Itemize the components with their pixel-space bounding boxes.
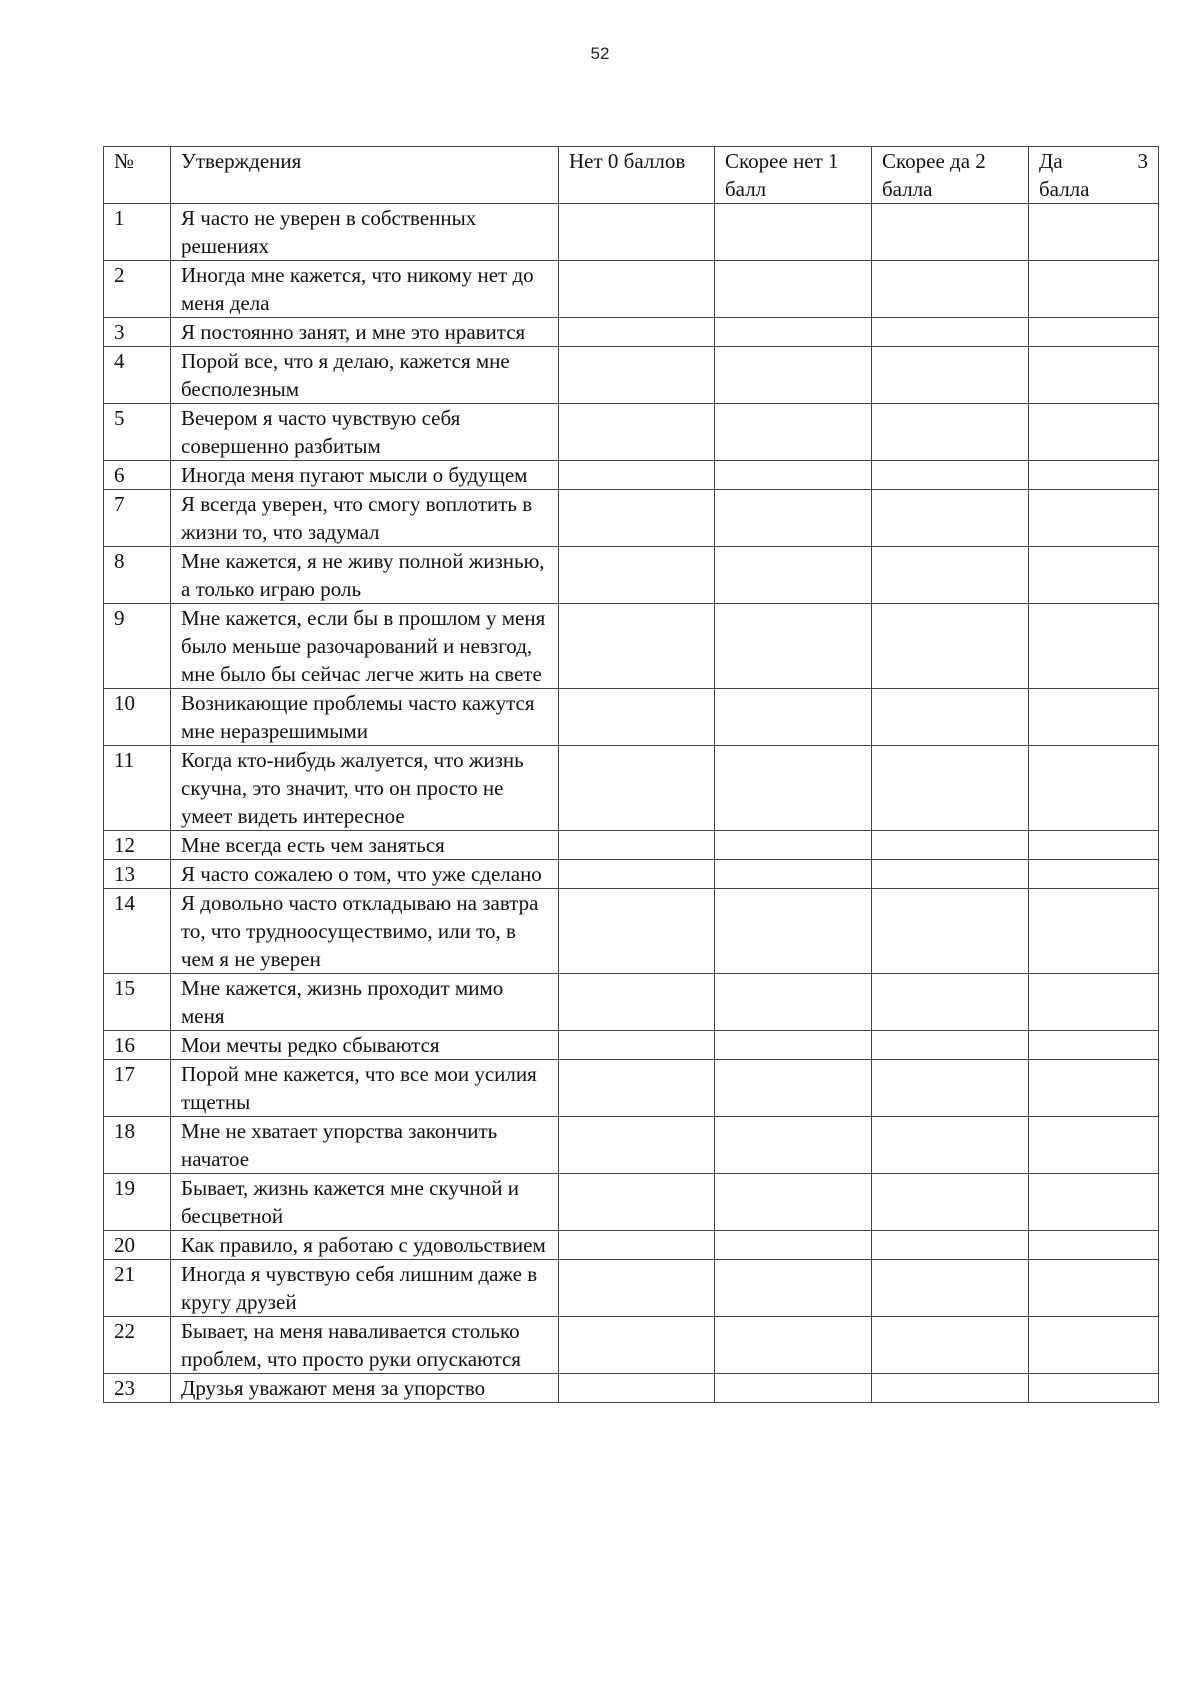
answer-cell-no[interactable] xyxy=(559,490,715,547)
statement-text: Иногда мне кажется, что никому нет до меня дела xyxy=(171,261,559,318)
statement-text: Я довольно часто откладываю на завтра то, что трудноосуществимо, или то, в чем я не уверен xyxy=(171,889,559,974)
answer-cell-rather-no[interactable] xyxy=(715,318,872,347)
answer-cell-rather-no[interactable] xyxy=(715,1317,872,1374)
statement-text: Возникающие проблемы часто кажутся мне неразрешимыми xyxy=(171,689,559,746)
answer-cell-yes[interactable] xyxy=(1029,974,1159,1031)
answer-cell-yes[interactable] xyxy=(1029,461,1159,490)
answer-cell-no[interactable] xyxy=(559,461,715,490)
answer-cell-yes[interactable] xyxy=(1029,1374,1159,1403)
row-number: 13 xyxy=(104,860,171,889)
header-yes-score: 3 xyxy=(1137,149,1148,173)
header-yes-3-points xyxy=(1029,147,1159,204)
table-row xyxy=(104,746,1159,831)
answer-cell-rather-no[interactable] xyxy=(715,889,872,974)
answer-cell-no[interactable] xyxy=(559,204,715,261)
table-row xyxy=(104,860,1159,889)
statement-text: Как правило, я работаю с удовольствием xyxy=(171,1231,559,1260)
answer-cell-no[interactable] xyxy=(559,318,715,347)
answer-cell-rather-yes[interactable] xyxy=(872,204,1029,261)
row-number: 14 xyxy=(104,889,171,974)
statement-text: Порой мне кажется, что все мои усилия тщетны xyxy=(171,1060,559,1117)
answer-cell-no[interactable] xyxy=(559,831,715,860)
answer-cell-rather-no[interactable] xyxy=(715,974,872,1031)
table-row xyxy=(104,1260,1159,1317)
row-number: 21 xyxy=(104,1260,171,1317)
answer-cell-no[interactable] xyxy=(559,547,715,604)
table-row xyxy=(104,831,1159,860)
table-row xyxy=(104,490,1159,547)
answer-cell-rather-yes[interactable] xyxy=(872,1060,1029,1117)
table-row xyxy=(104,974,1159,1031)
answer-cell-no[interactable] xyxy=(559,261,715,318)
answer-cell-rather-no[interactable] xyxy=(715,1060,872,1117)
answer-cell-yes[interactable] xyxy=(1029,261,1159,318)
row-number: 1 xyxy=(104,204,171,261)
answer-cell-yes[interactable] xyxy=(1029,1031,1159,1060)
statement-text: Мне кажется, если бы в прошлом у меня было меньше разочарований и невзгод, мне было бы сейчас легче жить на свете xyxy=(171,604,559,689)
page-number: 52 xyxy=(590,44,610,63)
row-number: 4 xyxy=(104,347,171,404)
row-number: 9 xyxy=(104,604,171,689)
answer-cell-no[interactable] xyxy=(559,1060,715,1117)
answer-cell-rather-no[interactable] xyxy=(715,689,872,746)
statement-text: Мои мечты редко сбываются xyxy=(171,1031,559,1060)
answer-cell-yes[interactable] xyxy=(1029,490,1159,547)
statement-text: Мне кажется, я не живу полной жизнью, а только играю роль xyxy=(171,547,559,604)
answer-cell-no[interactable] xyxy=(559,1317,715,1374)
table-row xyxy=(104,1031,1159,1060)
answer-cell-rather-yes[interactable] xyxy=(872,604,1029,689)
answer-cell-rather-yes[interactable] xyxy=(872,490,1029,547)
answer-cell-yes[interactable] xyxy=(1029,1317,1159,1374)
row-number: 18 xyxy=(104,1117,171,1174)
answer-cell-yes[interactable] xyxy=(1029,204,1159,261)
row-number: 23 xyxy=(104,1374,171,1403)
answer-cell-rather-no[interactable] xyxy=(715,860,872,889)
answer-cell-rather-yes[interactable] xyxy=(872,318,1029,347)
row-number: 5 xyxy=(104,404,171,461)
answer-cell-rather-no[interactable] xyxy=(715,746,872,831)
table-row xyxy=(104,1231,1159,1260)
answer-cell-rather-no[interactable] xyxy=(715,204,872,261)
row-number: 16 xyxy=(104,1031,171,1060)
table-row xyxy=(104,1374,1159,1403)
table-row xyxy=(104,1174,1159,1231)
table-row xyxy=(104,604,1159,689)
answer-cell-rather-yes[interactable] xyxy=(872,1317,1029,1374)
table-row xyxy=(104,404,1159,461)
answer-cell-yes[interactable] xyxy=(1029,1231,1159,1260)
row-number: 20 xyxy=(104,1231,171,1260)
answer-cell-no[interactable] xyxy=(559,347,715,404)
table-row xyxy=(104,347,1159,404)
row-number: 6 xyxy=(104,461,171,490)
answer-cell-no[interactable] xyxy=(559,404,715,461)
row-number: 11 xyxy=(104,746,171,831)
row-number: 19 xyxy=(104,1174,171,1231)
row-number: 17 xyxy=(104,1060,171,1117)
answer-cell-rather-no[interactable] xyxy=(715,1117,872,1174)
answer-cell-no[interactable] xyxy=(559,689,715,746)
row-number: 22 xyxy=(104,1317,171,1374)
answer-cell-rather-yes[interactable] xyxy=(872,261,1029,318)
statement-text: Мне всегда есть чем заняться xyxy=(171,831,559,860)
statement-text: Мне не хватает упорства закончить начатое xyxy=(171,1117,559,1174)
statement-text: Бывает, жизнь кажется мне скучной и бесцветной xyxy=(171,1174,559,1231)
table-row xyxy=(104,204,1159,261)
answer-cell-no[interactable] xyxy=(559,1117,715,1174)
questionnaire-table xyxy=(103,146,1159,1403)
answer-cell-yes[interactable] xyxy=(1029,746,1159,831)
answer-cell-rather-yes[interactable] xyxy=(872,347,1029,404)
answer-cell-no[interactable] xyxy=(559,1231,715,1260)
table-body xyxy=(104,204,1159,1403)
answer-cell-rather-yes[interactable] xyxy=(872,889,1029,974)
answer-cell-yes[interactable] xyxy=(1029,1060,1159,1117)
table-row xyxy=(104,547,1159,604)
answer-cell-yes[interactable] xyxy=(1029,404,1159,461)
answer-cell-rather-yes[interactable] xyxy=(872,831,1029,860)
answer-cell-rather-no[interactable] xyxy=(715,490,872,547)
answer-cell-rather-yes[interactable] xyxy=(872,689,1029,746)
table-row xyxy=(104,1317,1159,1374)
header-number: № xyxy=(104,147,171,204)
answer-cell-rather-no[interactable] xyxy=(715,1260,872,1317)
answer-cell-rather-yes[interactable] xyxy=(872,404,1029,461)
table-row xyxy=(104,889,1159,974)
header-no-0-points: Нет 0 баллов xyxy=(559,147,715,204)
answer-cell-rather-no[interactable] xyxy=(715,831,872,860)
header-yes-unit: балла xyxy=(1039,177,1090,201)
answer-cell-no[interactable] xyxy=(559,889,715,974)
answer-cell-rather-yes[interactable] xyxy=(872,1260,1029,1317)
answer-cell-no[interactable] xyxy=(559,1374,715,1403)
answer-cell-rather-yes[interactable] xyxy=(872,974,1029,1031)
answer-cell-yes[interactable] xyxy=(1029,1260,1159,1317)
answer-cell-rather-yes[interactable] xyxy=(872,1231,1029,1260)
answer-cell-no[interactable] xyxy=(559,746,715,831)
answer-cell-rather-yes[interactable] xyxy=(872,1117,1029,1174)
statement-text: Иногда меня пугают мысли о будущем xyxy=(171,461,559,490)
answer-cell-yes[interactable] xyxy=(1029,604,1159,689)
row-number: 12 xyxy=(104,831,171,860)
statement-text: Когда кто-нибудь жалуется, что жизнь скучна, это значит, что он просто не умеет видеть интересное xyxy=(171,746,559,831)
table-row xyxy=(104,461,1159,490)
header-rather-yes-2-points: Скорее да 2 балла xyxy=(872,147,1029,204)
table-header-row xyxy=(104,147,1159,204)
answer-cell-rather-yes[interactable] xyxy=(872,1174,1029,1231)
statement-text: Я всегда уверен, что смогу воплотить в жизни то, что задумал xyxy=(171,490,559,547)
statement-text: Иногда я чувствую себя лишним даже в кругу друзей xyxy=(171,1260,559,1317)
statement-text: Вечером я часто чувствую себя совершенно разбитым xyxy=(171,404,559,461)
table-row xyxy=(104,1117,1159,1174)
statement-text: Порой все, что я делаю, кажется мне бесполезным xyxy=(171,347,559,404)
answer-cell-yes[interactable] xyxy=(1029,831,1159,860)
answer-cell-no[interactable] xyxy=(559,1031,715,1060)
header-rather-no-1-point: Скорее нет 1 балл xyxy=(715,147,872,204)
table-row xyxy=(104,689,1159,746)
answer-cell-yes[interactable] xyxy=(1029,1174,1159,1231)
answer-cell-yes[interactable] xyxy=(1029,689,1159,746)
statement-text: Я часто не уверен в собственных решениях xyxy=(171,204,559,261)
answer-cell-no[interactable] xyxy=(559,604,715,689)
statement-text: Мне кажется, жизнь проходит мимо меня xyxy=(171,974,559,1031)
answer-cell-rather-yes[interactable] xyxy=(872,860,1029,889)
table-row xyxy=(104,1060,1159,1117)
answer-cell-no[interactable] xyxy=(559,860,715,889)
statement-text: Я постоянно занят, и мне это нравится xyxy=(171,318,559,347)
row-number: 10 xyxy=(104,689,171,746)
answer-cell-rather-no[interactable] xyxy=(715,547,872,604)
table-row xyxy=(104,318,1159,347)
answer-cell-rather-yes[interactable] xyxy=(872,1031,1029,1060)
row-number: 15 xyxy=(104,974,171,1031)
row-number: 8 xyxy=(104,547,171,604)
answer-cell-rather-no[interactable] xyxy=(715,1231,872,1260)
answer-cell-no[interactable] xyxy=(559,1174,715,1231)
statement-text: Бывает, на меня наваливается столько проблем, что просто руки опускаются xyxy=(171,1317,559,1374)
answer-cell-rather-yes[interactable] xyxy=(872,1374,1029,1403)
answer-cell-yes[interactable] xyxy=(1029,347,1159,404)
statement-text: Друзья уважают меня за упорство xyxy=(171,1374,559,1403)
answer-cell-yes[interactable] xyxy=(1029,889,1159,974)
answer-cell-yes[interactable] xyxy=(1029,318,1159,347)
table-row xyxy=(104,261,1159,318)
answer-cell-rather-no[interactable] xyxy=(715,347,872,404)
answer-cell-rather-no[interactable] xyxy=(715,261,872,318)
answer-cell-rather-no[interactable] xyxy=(715,604,872,689)
answer-cell-rather-no[interactable] xyxy=(715,1174,872,1231)
answer-cell-yes[interactable] xyxy=(1029,1117,1159,1174)
row-number: 2 xyxy=(104,261,171,318)
answer-cell-no[interactable] xyxy=(559,1260,715,1317)
answer-cell-rather-no[interactable] xyxy=(715,461,872,490)
answer-cell-rather-no[interactable] xyxy=(715,404,872,461)
answer-cell-rather-no[interactable] xyxy=(715,1031,872,1060)
row-number: 3 xyxy=(104,318,171,347)
answer-cell-yes[interactable] xyxy=(1029,860,1159,889)
statement-text: Я часто сожалею о том, что уже сделано xyxy=(171,860,559,889)
answer-cell-rather-no[interactable] xyxy=(715,1374,872,1403)
answer-cell-rather-yes[interactable] xyxy=(872,746,1029,831)
answer-cell-yes[interactable] xyxy=(1029,547,1159,604)
row-number: 7 xyxy=(104,490,171,547)
answer-cell-rather-yes[interactable] xyxy=(872,461,1029,490)
answer-cell-no[interactable] xyxy=(559,974,715,1031)
header-statements: Утверждения xyxy=(171,147,559,204)
header-yes-word: Да xyxy=(1039,149,1063,173)
answer-cell-rather-yes[interactable] xyxy=(872,547,1029,604)
